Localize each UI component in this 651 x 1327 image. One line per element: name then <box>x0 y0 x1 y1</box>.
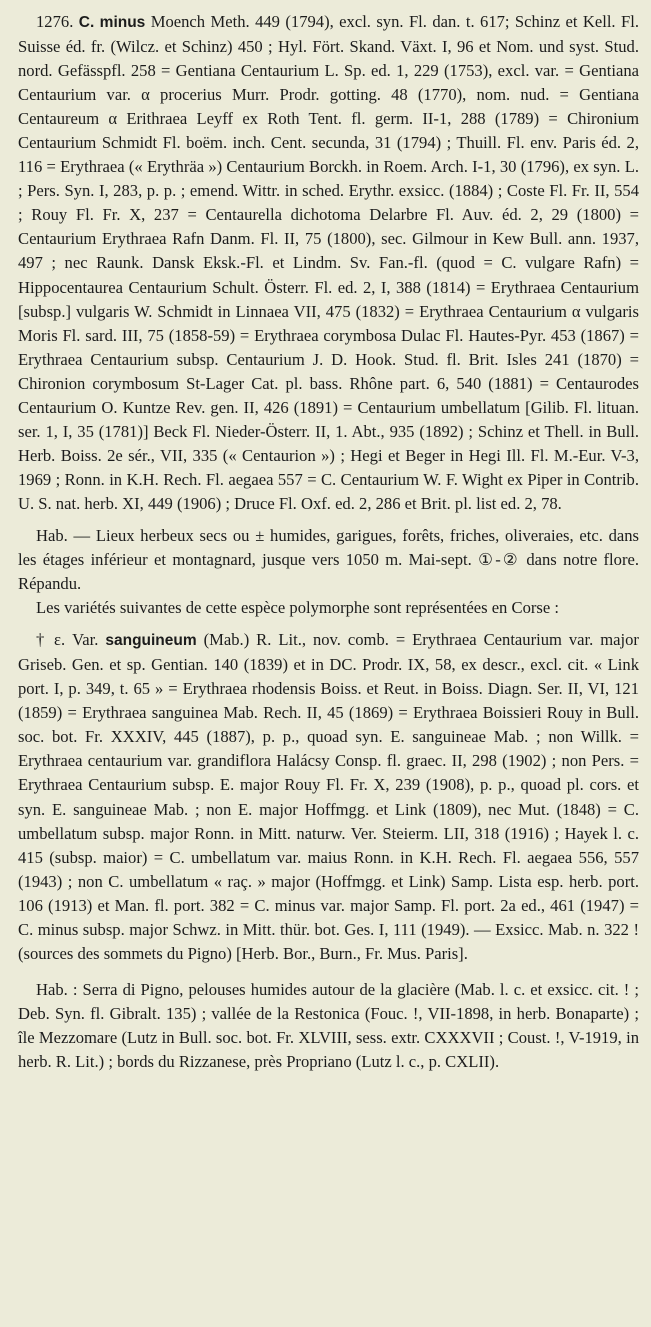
species-entry <box>18 10 639 516</box>
synonymy-text: Moench Meth. 449 (1794), excl. syn. Fl. dan. t. 617; Schinz et Kell. Fl. Suisse éd. fr. (Wilcz. et Schinz) 450 ; Hyl. Fört. Skand. Växt. I, 96 et Nom. und syst. Stud. nord. Gefässpfl. 258 = Gentiana Centaurium L. Sp. ed. 1, 229 (1753), excl. var. = Gentiana Centaurium var. α procerius Murr. Prodr. gotting. 48 (1770), nom. nud. = Gentiana Centaureum α Erithraea Leyff ex Roth Tent. fl. germ. II-1, 288 (1789) = Chironium Centaurium Schmidt Fl. boëm. inch. Cent. secunda, 31 (1794) ; Thuill. Fl. env. Paris éd. 2, 116 = Erythraea (« Erythräa ») Centaurium Borckh. in Roem. Arch. I-1, 30 (1796), ex syn. L. ; Pers. Syn. I, 283, p. p. ; emend. Wittr. in sched. Erythr. exsicc. (1884) ; Coste Fl. Fr. II, 554 ; Rouy Fl. Fr. X, 237 = Centaurella dichotoma Delarbre Fl. Auv. éd. 2, 29 (1800) = Centaurium Erythraea Rafn Danm. Fl. II, 75 (1800), sec. Gilmour in Kew Bull. ann. 1937, 497 ; nec Raunk. Dansk Eksk.-Fl. et Lindm. Sv. Fan.-fl. (quod = C. vulgare Rafn) = Hippocentaurea Centaurium Schult. Österr. Fl. ed. 2, I, 388 (1814) = Erythraea Centaurium [subsp.] vulgaris W. Schmidt in Linnaea VII, 475 (1832) = Erythraea Centaurium α vulgaris Moris Fl. sard. III, 75 (1858-59) = Erythraea corymbosa Dulac Fl. Hautes-Pyr. 453 (1867) = Erythraea Centaurium subsp. Centaurium J. D. Hook. Stud. fl. Brit. Isles 241 (1870) = Chironion corymbosum St-Lager Cat. pl. bass. Rhône part. 6, 540 (1881) = Centaurodes Centaurium O. Kuntze Rev. gen. II, 426 (1891) = Centaurium umbellatum [Gilib. Fl. lituan. ser. 1, I, 35 (1781)] Beck Fl. Nieder-Österr. II, 1. Abt., 935 (1892) ; Schinz et Thell. in Bull. Herb. Boiss. 2e sér., VII, 335 (« Centaurion ») ; Hegi et Beger in Hegi Ill. Fl. M.-Eur. V-3, 1969 ; Ronn. in K.H. Rech. Fl. aegaea 557 = C. Centaurium W. F. Wight ex Piper in Contrib. U. S. nat. herb. XI, 449 (1906) ; Druce Fl. Oxf. ed. 2, 286 et Brit. pl. list ed. 2, 78. <box>18 12 639 513</box>
variety-marker: † ε. <box>36 630 66 650</box>
variety-habitat-paragraph: Hab. : Serra di Pigno, pelouses humides autour de la glacière (Mab. l. c. et exsicc. cit. ! ; Deb. Syn. fl. Gibralt. 135) ; vallée de la Restonica (Fouc. !, VII-1898, in herb. Bonaparte) ; île Mezzomare (Lutz in Bull. soc. bot. Fr. XLVIII, sess. extr. CXXXVII ; Coust. !, V-1919, in herb. R. Lit.) ; bords du Rizzanese, près Propriano (Lutz l. c., p. CXLII). <box>18 979 639 1071</box>
habitat-paragraph: Hab. — Lieux herbeux secs ou ± humides, garigues, forêts, friches, oliveraies, etc. dans les étages inférieur et montagnard, jusque vers 1050 m. Mai-sept. ①-② dans notre flore. Répandu. <box>18 525 639 594</box>
varieties-intro: Les variétés suivantes de cette espèce polymorphe sont représentées en Corse : <box>36 598 559 618</box>
variety-prefix: Var. <box>72 630 99 650</box>
variety-text: (Mab.) R. Lit., nov. comb. = Erythraea Centaurium var. major Griseb. Gen. et sp. Gentian. 140 (1839) et in DC. Prodr. IX, 58, ex descr., excl. cit. « Link port. I, p. 349, t. 65 » = Erythraea rhodensis Boiss. et Reut. in Boiss. Diagn. Ser. II, VI, 121 (1859) = Erythraea sanguinea Mab. Rech. II, 45 (1869) = Erythraea Boissieri Rouy in Bull. soc. bot. Fr. XXXIV, 445 (1887), p. p., quoad syn. E. sanguineae Mab. ; non Willk. = Erythraea centaurium var. grandiflora Halácsy Consp. fl. graec. II, 298 (1902) ; non Pers. = Erythraea Centaurium subsp. E. major Rouy Fl. Fr. X, 239 (1908), p. p., quoad pl. cors. et syn. E. sanguineae Mab. ; non E. major Hoffmgg. et Link (1809), nec Mut. (1848) = C. umbellatum subsp. major Ronn. in Mitt. naturw. Ver. Steierm. LII, 318 (1916) ; Hayek l. c. 415 (subsp. maior) = C. umbellatum var. maius Ronn. in K.H. Rech. Fl. aegaea 556, 557 (1943) ; non C. umbellatum « raç. » major (Hoffmgg. et Link) Samp. Lista esp. herb. port. 106 (1913) et Man. fl. port. 382 = C. minus var. major Samp. Fl. port. 2a ed., 461 (1947) = C. minus subsp. major Schwz. in Mitt. thür. bot. Ges. I, 111 (1949). — Exsicc. Mab. n. 322 ! (sources des sommets du Pigno) [Herb. Bor., Burn., Fr. Mus. Paris]. <box>18 630 639 963</box>
genus-abbrev: C. <box>78 14 95 31</box>
species-name: minus <box>99 14 146 31</box>
variety-name: sanguineum <box>105 632 197 650</box>
variety-entry <box>18 628 639 966</box>
entry-number: 1276. <box>36 12 74 31</box>
